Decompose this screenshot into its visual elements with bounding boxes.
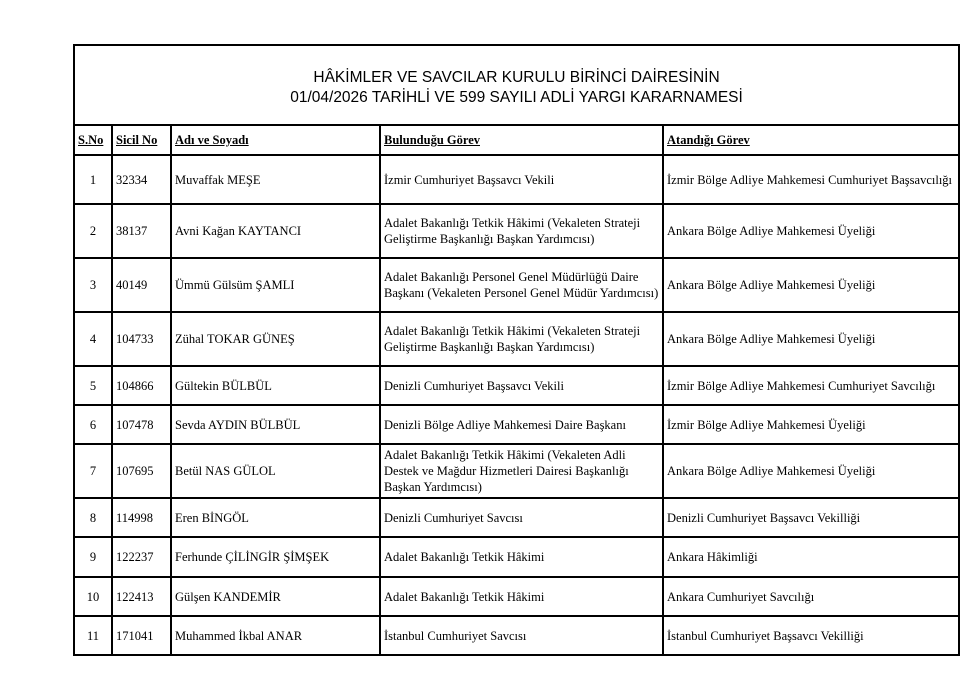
cell-name: Gülşen KANDEMİR: [171, 577, 380, 616]
col-header-name: Adı ve Soyadı: [171, 125, 380, 155]
cell-current-post: Denizli Bölge Adliye Mahkemesi Daire Başkanı: [380, 405, 663, 444]
cell-sicil: 114998: [112, 498, 171, 537]
table-row: [74, 444, 959, 498]
table-row: [74, 577, 959, 616]
cell-sno: 7: [74, 444, 112, 498]
title-row: [74, 45, 959, 125]
table-row: [74, 258, 959, 312]
cell-sicil: 171041: [112, 616, 171, 655]
cell-sicil: 40149: [112, 258, 171, 312]
cell-current-post: Adalet Bakanlığı Tetkik Hâkimi (Vekaleten Strateji Geliştirme Başkanlığı Başkan Yardımcısı): [380, 312, 663, 366]
cell-name: Muvaffak MEŞE: [171, 155, 380, 204]
cell-sicil: 122237: [112, 537, 171, 577]
cell-current-post: Denizli Cumhuriyet Savcısı: [380, 498, 663, 537]
col-header-sno: S.No: [74, 125, 112, 155]
cell-current-post: İstanbul Cumhuriyet Savcısı: [380, 616, 663, 655]
cell-name: Gültekin BÜLBÜL: [171, 366, 380, 405]
cell-name: Muhammed İkbal ANAR: [171, 616, 380, 655]
cell-sno: 11: [74, 616, 112, 655]
cell-name: Sevda AYDIN BÜLBÜL: [171, 405, 380, 444]
cell-assigned-post: Ankara Bölge Adliye Mahkemesi Üyeliği: [663, 258, 959, 312]
cell-sno: 1: [74, 155, 112, 204]
cell-sno: 10: [74, 577, 112, 616]
cell-name: Zühal TOKAR GÜNEŞ: [171, 312, 380, 366]
table-row: [74, 312, 959, 366]
col-header-current: Bulunduğu Görev: [380, 125, 663, 155]
cell-sicil: 32334: [112, 155, 171, 204]
header-row: [74, 125, 959, 155]
table-row: [74, 616, 959, 655]
cell-sno: 2: [74, 204, 112, 258]
cell-assigned-post: İstanbul Cumhuriyet Başsavcı Vekilliği: [663, 616, 959, 655]
cell-sno: 3: [74, 258, 112, 312]
cell-sno: 6: [74, 405, 112, 444]
cell-name: Ferhunde ÇİLİNGİR ŞİMŞEK: [171, 537, 380, 577]
cell-current-post: İzmir Cumhuriyet Başsavcı Vekili: [380, 155, 663, 204]
table-row: [74, 537, 959, 577]
cell-sno: 5: [74, 366, 112, 405]
table-row: [74, 498, 959, 537]
title-line-2: 01/04/2026 TARİHLİ VE 599 SAYILI ADLİ YARGI KARARNAMESİ: [290, 89, 743, 106]
cell-assigned-post: Ankara Hâkimliği: [663, 537, 959, 577]
cell-sicil: 122413: [112, 577, 171, 616]
cell-assigned-post: Ankara Bölge Adliye Mahkemesi Üyeliği: [663, 204, 959, 258]
col-header-sicil: Sicil No: [112, 125, 171, 155]
cell-name: Ümmü Gülsüm ŞAMLI: [171, 258, 380, 312]
table-row: [74, 204, 959, 258]
cell-sno: 8: [74, 498, 112, 537]
cell-sicil: 38137: [112, 204, 171, 258]
cell-assigned-post: Ankara Bölge Adliye Mahkemesi Üyeliği: [663, 312, 959, 366]
cell-sicil: 104733: [112, 312, 171, 366]
cell-current-post: Adalet Bakanlığı Tetkik Hâkimi: [380, 537, 663, 577]
cell-current-post: Denizli Cumhuriyet Başsavcı Vekili: [380, 366, 663, 405]
table-row: [74, 155, 959, 204]
cell-assigned-post: İzmir Bölge Adliye Mahkemesi Cumhuriyet Savcılığı: [663, 366, 959, 405]
cell-assigned-post: Ankara Cumhuriyet Savcılığı: [663, 577, 959, 616]
cell-current-post: Adalet Bakanlığı Tetkik Hâkimi: [380, 577, 663, 616]
cell-sno: 9: [74, 537, 112, 577]
cell-name: Betül NAS GÜLOL: [171, 444, 380, 498]
decree-table: [73, 44, 960, 656]
title-line-1: HÂKİMLER VE SAVCILAR KURULU BİRİNCİ DAİRESİNİN: [313, 69, 720, 86]
cell-current-post: Adalet Bakanlığı Personel Genel Müdürlüğü Daire Başkanı (Vekaleten Personel Genel Müdür Yardımcısı): [380, 258, 663, 312]
cell-sno: 4: [74, 312, 112, 366]
cell-name: Avni Kağan KAYTANCI: [171, 204, 380, 258]
table-row: [74, 366, 959, 405]
cell-sicil: 104866: [112, 366, 171, 405]
document-title: [74, 45, 959, 125]
cell-sicil: 107478: [112, 405, 171, 444]
cell-current-post: Adalet Bakanlığı Tetkik Hâkimi (Vekaleten Strateji Geliştirme Başkanlığı Başkan Yardımcısı): [380, 204, 663, 258]
cell-assigned-post: İzmir Bölge Adliye Mahkemesi Üyeliği: [663, 405, 959, 444]
cell-sicil: 107695: [112, 444, 171, 498]
cell-assigned-post: Denizli Cumhuriyet Başsavcı Vekilliği: [663, 498, 959, 537]
cell-current-post: Adalet Bakanlığı Tetkik Hâkimi (Vekaleten Adli Destek ve Mağdur Hizmetleri Dairesi Başkanlığı Başkan Yardımcısı): [380, 444, 663, 498]
cell-name: Eren BİNGÖL: [171, 498, 380, 537]
cell-assigned-post: İzmir Bölge Adliye Mahkemesi Cumhuriyet Başsavcılığı: [663, 155, 959, 204]
cell-assigned-post: Ankara Bölge Adliye Mahkemesi Üyeliği: [663, 444, 959, 498]
col-header-assigned: Atandığı Görev: [663, 125, 959, 155]
table-row: [74, 405, 959, 444]
